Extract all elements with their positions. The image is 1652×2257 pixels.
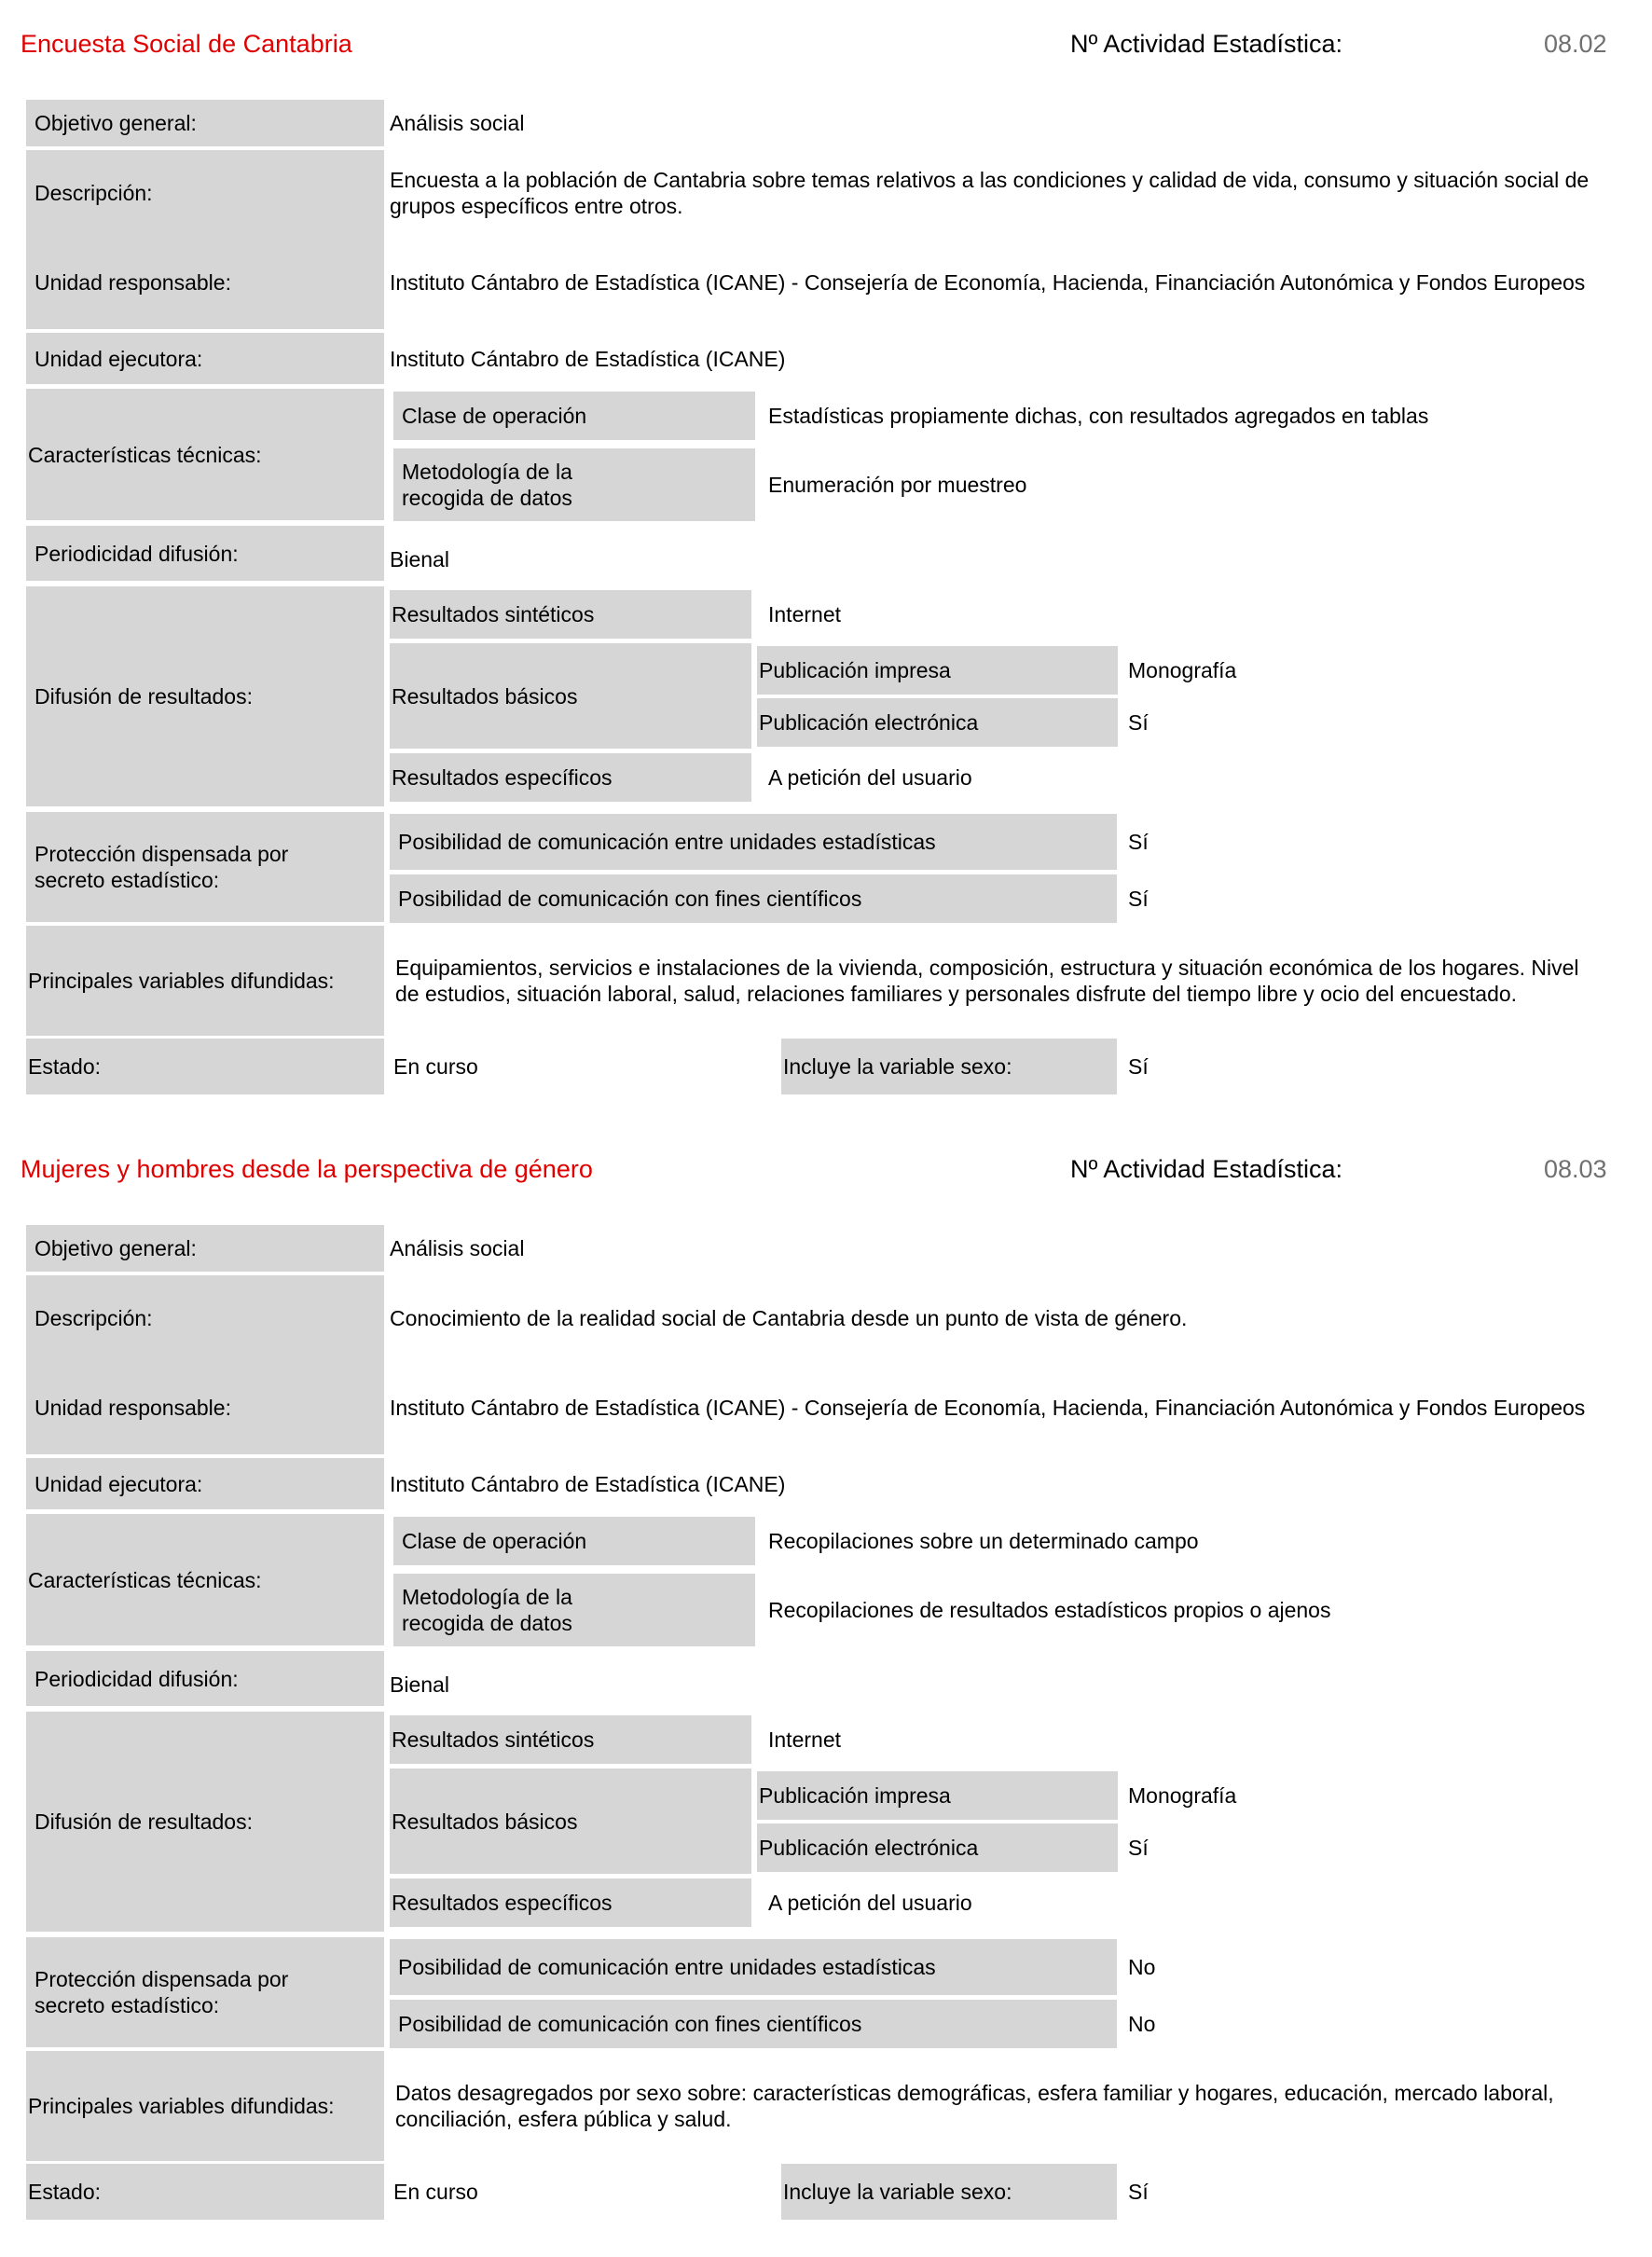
section-title: Encuesta Social de Cantabria (21, 30, 352, 58)
label-metodologia: Metodología de la recogida de datos (393, 448, 755, 521)
value-unidad-responsable: Instituto Cántabro de Estadística (ICANE) - Consejería de Economía, Hacienda, Financiación Autonómica y Fondos Europeos (390, 1396, 1586, 1420)
value-estado: En curso (393, 1054, 478, 1079)
value-objetivo-general: Análisis social (390, 111, 525, 135)
label-difusion-resultados: Difusión de resultados: (26, 586, 384, 806)
value-descripcion: Encuesta a la población de Cantabria sobre temas relativos a las condiciones y calidad de vida, consumo y situación social de grupos específicos entre otros. (390, 168, 1590, 218)
label-publicacion-electronica: Publicación electrónica (757, 698, 1118, 747)
label-publicacion-impresa: Publicación impresa (757, 646, 1118, 695)
label-principales-variables: Principales variables difundidas: (26, 926, 384, 1036)
label-comunicacion-cientificos: Posibilidad de comunicación con fines científicos (390, 2000, 1117, 2048)
value-metodologia: Enumeración por muestreo (768, 473, 1027, 497)
value-principales-variables: Equipamientos, servicios e instalaciones de la vivienda, composición, estructura y situación económica de los hogares. Nivel de estudios, situación laboral, salud, relaciones familiares y personales disfrute del tiempo libre y ocio del encuestado. (395, 956, 1579, 1006)
label-clase-operacion: Clase de operación (393, 392, 755, 440)
value-publicacion-electronica: Sí (1128, 710, 1149, 735)
label-publicacion-impresa: Publicación impresa (757, 1771, 1118, 1820)
label-principales-variables: Principales variables difundidas: (26, 2051, 384, 2161)
value-comunicacion-cientificos: Sí (1128, 887, 1149, 911)
value-estado: En curso (393, 2180, 478, 2204)
value-comunicacion-cientificos: No (1128, 2012, 1156, 2036)
label-periodicidad-difusion: Periodicidad difusión: (26, 1651, 384, 1706)
label-unidad-ejecutora: Unidad ejecutora: (26, 1458, 384, 1509)
label-clase-operacion: Clase de operación (393, 1517, 755, 1565)
label-comunicacion-unidades: Posibilidad de comunicación entre unidades estadísticas (390, 814, 1117, 870)
value-metodologia: Recopilaciones de resultados estadísticos propios o ajenos (768, 1598, 1331, 1622)
activity-number: 08.02 (1544, 30, 1607, 58)
activity-number-label: Nº Actividad Estadística: (1070, 30, 1342, 58)
operation-section (0, 1125, 1652, 2244)
value-unidad-ejecutora: Instituto Cántabro de Estadística (ICANE) (390, 346, 786, 371)
value-periodicidad-difusion: Bienal (390, 1672, 449, 1697)
label-descripcion: Descripción: (34, 181, 153, 205)
operation-section (0, 0, 1652, 1119)
label-caracteristicas-tecnicas: Características técnicas: (26, 389, 384, 520)
activity-number: 08.03 (1544, 1155, 1607, 1183)
value-publicacion-impresa: Monografía (1128, 658, 1237, 682)
value-resultados-especificos: A petición del usuario (768, 765, 972, 790)
label-periodicidad-difusion: Periodicidad difusión: (26, 526, 384, 581)
section-title: Mujeres y hombres desde la perspectiva de género (21, 1155, 593, 1183)
value-resultados-sinteticos: Internet (768, 1727, 841, 1752)
label-caracteristicas-tecnicas: Características técnicas: (26, 1514, 384, 1645)
value-incluye-sexo: Sí (1128, 2180, 1149, 2204)
label-resultados-especificos: Resultados específicos (390, 753, 751, 802)
label-resultados-basicos: Resultados básicos (390, 643, 751, 749)
label-objetivo-general: Objetivo general: (26, 100, 384, 146)
value-comunicacion-unidades: Sí (1128, 830, 1149, 854)
label-unidad-responsable: Unidad responsable: (34, 1396, 231, 1420)
value-incluye-sexo: Sí (1128, 1054, 1149, 1079)
label-descripcion: Descripción: (34, 1306, 153, 1330)
label-incluye-sexo: Incluye la variable sexo: (781, 2164, 1117, 2220)
label-incluye-sexo: Incluye la variable sexo: (781, 1039, 1117, 1094)
label-estado: Estado: (26, 2164, 384, 2220)
value-clase-operacion: Recopilaciones sobre un determinado campo (768, 1529, 1199, 1553)
value-resultados-sinteticos: Internet (768, 602, 841, 626)
value-clase-operacion: Estadísticas propiamente dichas, con resultados agregados en tablas (768, 404, 1429, 428)
label-difusion-resultados: Difusión de resultados: (26, 1712, 384, 1932)
value-descripcion: Conocimiento de la realidad social de Cantabria desde un punto de vista de género. (390, 1306, 1188, 1330)
value-comunicacion-unidades: No (1128, 1955, 1156, 1979)
value-objetivo-general: Análisis social (390, 1236, 525, 1260)
label-resultados-sinteticos: Resultados sintéticos (390, 1715, 751, 1764)
activity-number-label: Nº Actividad Estadística: (1070, 1155, 1342, 1183)
value-resultados-especificos: A petición del usuario (768, 1891, 972, 1915)
value-publicacion-impresa: Monografía (1128, 1783, 1237, 1808)
label-publicacion-electronica: Publicación electrónica (757, 1823, 1118, 1872)
value-principales-variables: Datos desagregados por sexo sobre: características demográficas, esfera familiar y hogares, educación, mercado laboral, conciliación, esfera pública y salud. (395, 2081, 1554, 2131)
label-unidad-responsable: Unidad responsable: (34, 270, 231, 295)
label-proteccion-secreto: Protección dispensada por secreto estadístico: (26, 1937, 384, 2047)
label-proteccion-secreto: Protección dispensada por secreto estadístico: (26, 812, 384, 922)
label-comunicacion-unidades: Posibilidad de comunicación entre unidades estadísticas (390, 1939, 1117, 1995)
value-publicacion-electronica: Sí (1128, 1836, 1149, 1860)
label-metodologia: Metodología de la recogida de datos (393, 1574, 755, 1646)
label-resultados-basicos: Resultados básicos (390, 1768, 751, 1874)
label-resultados-especificos: Resultados específicos (390, 1879, 751, 1927)
value-unidad-ejecutora: Instituto Cántabro de Estadística (ICANE) (390, 1471, 786, 1496)
label-objetivo-general: Objetivo general: (26, 1225, 384, 1272)
value-unidad-responsable: Instituto Cántabro de Estadística (ICANE) - Consejería de Economía, Hacienda, Financiación Autonómica y Fondos Europeos (390, 270, 1586, 295)
label-resultados-sinteticos: Resultados sintéticos (390, 590, 751, 639)
label-estado: Estado: (26, 1039, 384, 1094)
label-comunicacion-cientificos: Posibilidad de comunicación con fines científicos (390, 874, 1117, 923)
value-periodicidad-difusion: Bienal (390, 546, 449, 571)
label-unidad-ejecutora: Unidad ejecutora: (26, 333, 384, 384)
